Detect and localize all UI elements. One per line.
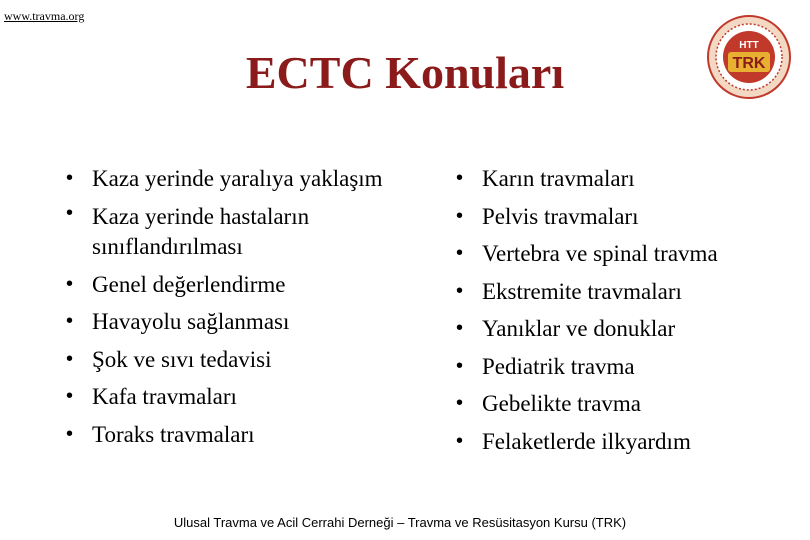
- trk-logo-icon: [706, 14, 792, 100]
- list-item: • Kaza yerinde hastaların sınıflandırılması: [60, 198, 420, 266]
- logo-text-main: TRK: [732, 55, 766, 72]
- list-item: • Şok ve sıvı tedavisi: [60, 341, 420, 379]
- list-item: • Vertebra ve spinal travma: [450, 235, 800, 273]
- list-item: • Pelvis travmaları: [450, 198, 800, 236]
- left-topic-list: [60, 160, 420, 453]
- trk-logo: [706, 14, 792, 100]
- list-item: • Havayolu sağlanması: [60, 303, 420, 341]
- list-item: • Toraks travmaları: [60, 416, 420, 454]
- right-topic-list: [450, 160, 800, 460]
- slide-footer: Ulusal Travma ve Acil Cerrahi Derneği – Travma ve Resüsitasyon Kursu (TRK): [173, 515, 627, 530]
- list-item: • Genel değerlendirme: [60, 266, 420, 304]
- list-item: • Gebelikte travma: [450, 385, 800, 423]
- list-item: • Ekstremite travmaları: [450, 273, 800, 311]
- list-item: • Yanıklar ve donuklar: [450, 310, 800, 348]
- site-url-link[interactable]: www.travma.org: [4, 9, 85, 23]
- list-item: • Felaketlerde ilkyardım: [450, 423, 800, 461]
- slide-title: ECTC Konuları: [245, 47, 565, 98]
- list-item: • Kaza yerinde yaralıya yaklaşım: [60, 160, 420, 198]
- list-item: • Pediatrik travma: [450, 348, 800, 386]
- logo-text-top: HTT: [739, 40, 759, 51]
- list-item: • Kafa travmaları: [60, 378, 420, 416]
- list-item: • Karın travmaları: [450, 160, 800, 198]
